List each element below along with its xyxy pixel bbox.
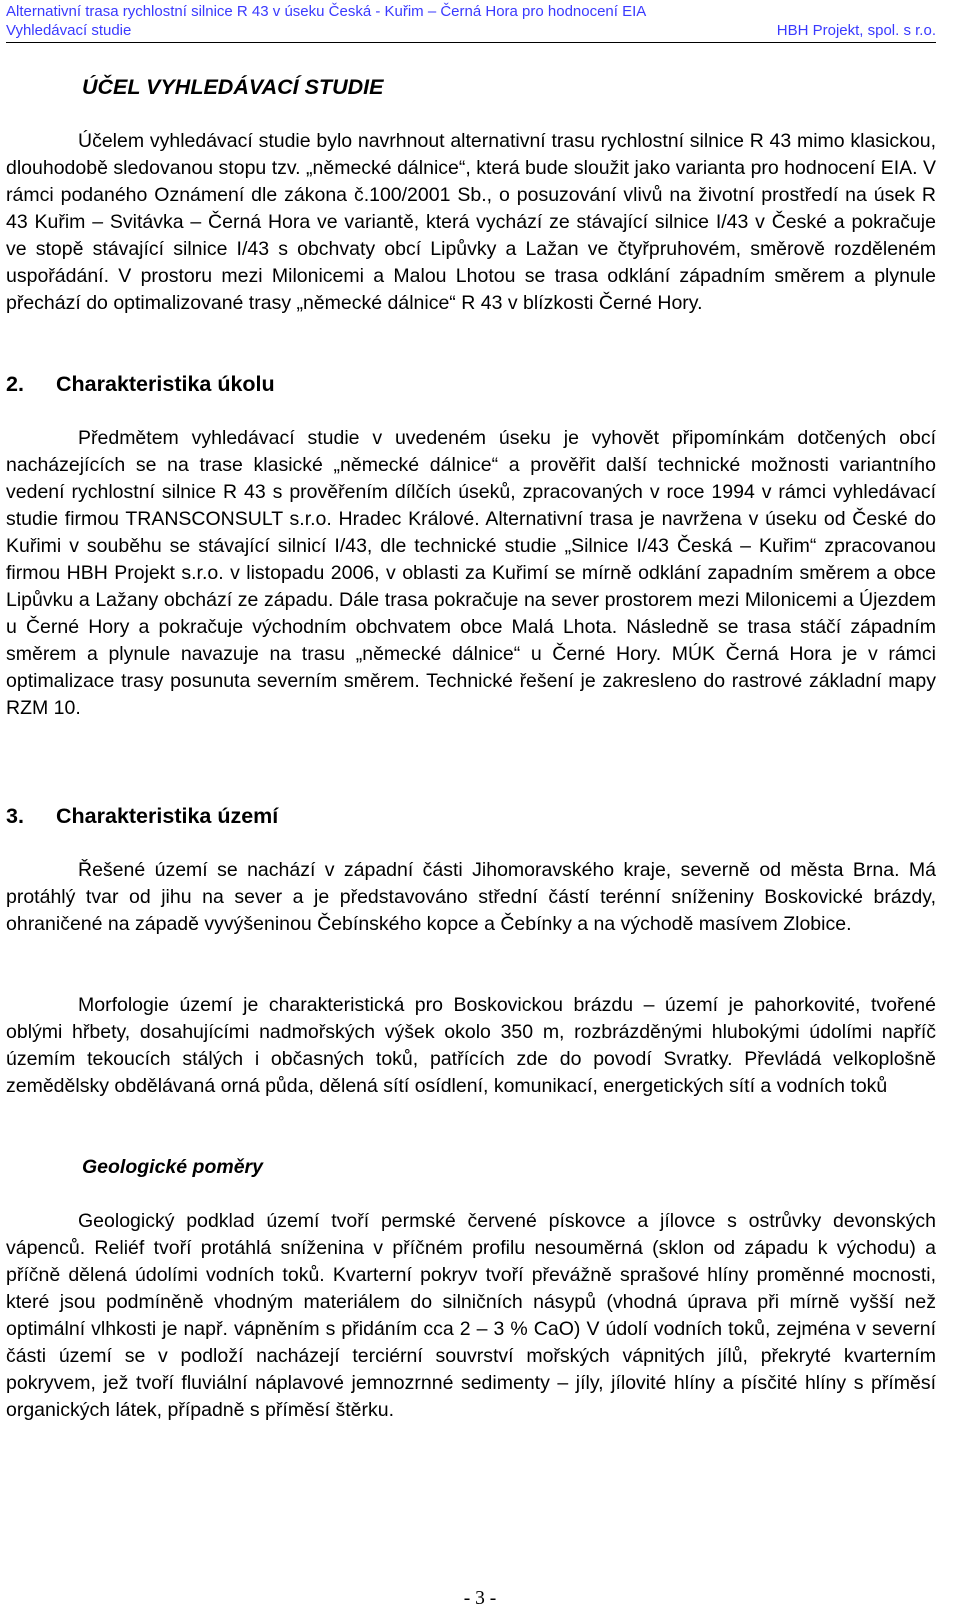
header-subtitle: Vyhledávací studie xyxy=(6,22,132,39)
purpose-paragraph: Účelem vyhledávací studie bylo navrhnout alternativní trasu rychlostní silnice R 43 mimo klasickou, dlouhodobě sledovanou stopu tzv. „německé dálnice“, která bude sloužit jako varianta pro hodnocení EIA. V rámci podaného Oznámení dle zákona č.100/2001 Sb., o posuzování vlivů na životní prostředí na úsek R 43 Kuřim – Svitávka – Černá Hora ve variantě, která vychází ze stávající silnice I/43 v České a pokračuje ve stopě stávající silnice I/43 s obchvaty obcí Lipůvky a Lažan ve čtyřpruhovém, směrově rozděleném uspořádání. V prostoru mezi Milonicemi a Malou Lhotou se trasa odklání západním směrem a plynule přechází do optimalizované trasy „německé dálnice“ R 43 v blízkosti Černé Hory. xyxy=(6,130,936,314)
section-number: 2. xyxy=(6,372,24,396)
section-title: Charakteristika úkolu xyxy=(56,372,275,396)
subheading-geology: Geologické poměry xyxy=(82,1156,263,1178)
header-title: Alternativní trasa rychlostní silnice R 43 v úseku Česká - Kuřim – Černá Hora pro hodnocení EIA xyxy=(6,3,647,20)
section-heading-task xyxy=(6,371,936,398)
page-number: - 3 - xyxy=(463,1588,497,1609)
header-divider xyxy=(6,42,936,43)
territory-paragraph-1: Řešené území se nachází v západní části Jihomoravského kraje, severně od města Brna. Má protáhlý tvar od jihu na sever a je představováno střední částí terénní sníženiny Boskovické brázdy, ohraničené na západě vyvýšeninou Čebínského kopce a Čebínky a na východě masívem Zlobice. xyxy=(6,859,936,935)
document-body xyxy=(6,74,936,1424)
section-title: Charakteristika území xyxy=(56,804,279,828)
section-heading-purpose: ÚČEL VYHLEDÁVACÍ STUDIE xyxy=(82,75,384,99)
section-number: 3. xyxy=(6,804,24,828)
territory-paragraph-2: Morfologie území je charakteristická pro Boskovickou brázdu – území je pahorkovité, tvořené oblými hřbety, dosahujícími nadmořských výšek okolo 350 m, rozbrázděnými hlubokými údolími napříč územím tekoucích stálých i občasných toků, patřících zde do povodí Svratky. Převládá velkoplošně zemědělsky obdělávaná orná půda, dělená sítí osídlení, komunikací, energetických sítí a vodních toků xyxy=(6,994,936,1097)
page-header xyxy=(6,2,936,40)
section-heading-territory xyxy=(6,803,936,830)
geology-paragraph: Geologický podklad území tvoří permské červené pískovce a jílovce s ostrůvky devonských vápenců. Reliéf tvoří protáhlá sníženina v příčném profilu nesouměrná (sklon od západu k východu) a příčně dělená údolími vodních toků. Kvarterní pokryv tvoří převážně sprašové hlíny proměnné mocnosti, které jsou podmíněně vhodným materiálem do silničních násypů (vhodná úprava při mírně vyšší než optimální vlhkosti je např. vápněním s přidáním cca 2 – 3 % CaO) V údolí vodních toků, zejména v severní části území se v podloží nacházejí terciérní souvrství mořských vápnitých jílů, překryté kvarterním pokryvem, jež tvoří fluviální náplavové jemnozrnné sedimenty – jíly, jílovité hlíny a písčité hlíny s příměsí organických látek, případně s příměsí štěrku. xyxy=(6,1210,936,1421)
header-company: HBH Projekt, spol. s r.o. xyxy=(776,22,936,39)
task-paragraph: Předmětem vyhledávací studie v uvedeném úseku je vyhovět připomínkám dotčených obcí nacházejících se na trase klasické „německé dálnice“ a prověřit další technické možnosti variantního vedení rychlostní silnice R 43 s prověřením dílčích úseků, zpracovaných v roce 1994 v rámci vyhledávací studie firmou TRANSCONSULT s.r.o. Hradec Králové. Alternativní trasa je navržena v úseku od České do Kuřimi v souběhu se stávající silnicí I/43, dle technické studie „Silnice I/43 Česká – Kuřim“ zpracovanou firmou HBH Projekt s.r.o. v listopadu 2006, v oblasti za Kuřimí se mírně odklání zapadním směrem a obce Lipůvku a Lažany obchází ze západu. Dále trasa pokračuje na sever prostorem mezi Milonicemi a Újezdem u Černé Hory a pokračuje východním obchvatem obce Malá Lhota. Následně se trasa stáčí západním směrem a plynule navazuje na trasu „německé dálnice“ u Černé Hory. MÚK Černá Hora je v rámci optimalizace trasy posunuta severním směrem. Technické řešení je zakresleno do rastrové základní mapy RZM 10. xyxy=(6,427,936,719)
